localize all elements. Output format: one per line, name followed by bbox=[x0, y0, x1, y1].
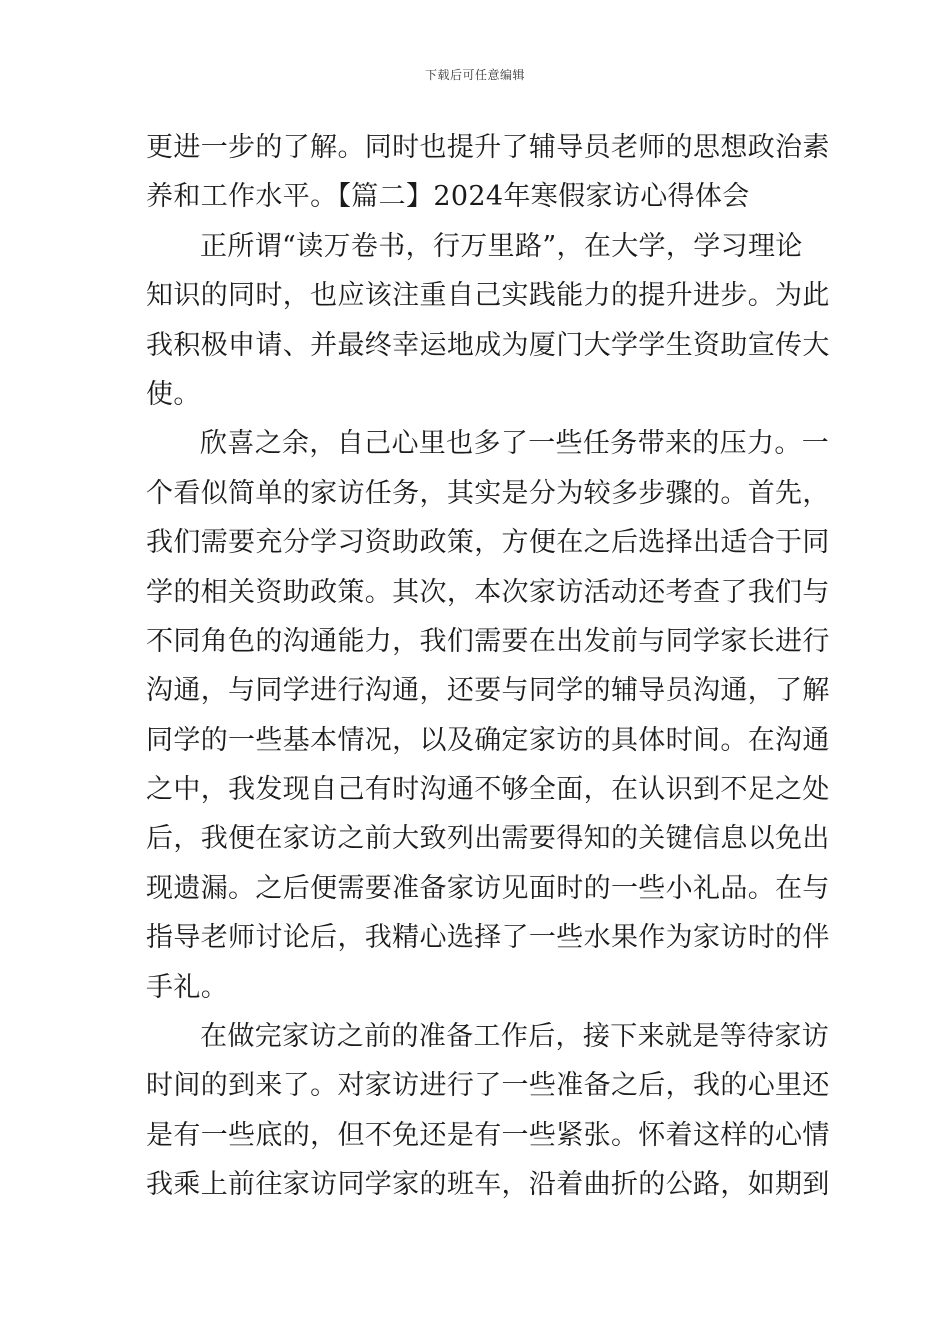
paragraph-first-line: 正所谓“读万卷书，行万里路”，在大学，学习理论 bbox=[200, 230, 803, 262]
text-line: 个看似简单的家访任务，其实是分为较多步骤的。首先， bbox=[146, 477, 830, 509]
text-line: 使。 bbox=[146, 378, 201, 410]
text-line: 是有一些底的，但不免还是有一些紧张。怀着这样的心情 bbox=[146, 1119, 830, 1151]
paragraph-first-line: 在做完家访之前的准备工作后，接下来就是等待家访 bbox=[200, 1021, 830, 1053]
text-line: 手礼。 bbox=[146, 971, 229, 1003]
text-line: 知识的同时，也应该注重自己实践能力的提升进步。为此 bbox=[146, 280, 830, 312]
text-line: 同学的一些基本情况，以及确定家访的具体时间。在沟通 bbox=[146, 724, 830, 756]
text-line: 我们需要充分学习资助政策，方便在之后选择出适合于同 bbox=[146, 527, 830, 559]
document-body bbox=[146, 123, 830, 1210]
text-line: 我乘上前往家访同学家的班车，沿着曲折的公路，如期到 bbox=[146, 1169, 830, 1201]
text-line: 指导老师讨论后，我精心选择了一些水果作为家访时的伴 bbox=[146, 922, 830, 954]
text-line: 沟通，与同学进行沟通，还要与同学的辅导员沟通，了解 bbox=[146, 675, 830, 707]
text-line: 不同角色的沟通能力，我们需要在出发前与同学家长进行 bbox=[146, 625, 830, 657]
text-line: 我积极申请、并最终幸运地成为厦门大学学生资助宣传大 bbox=[146, 329, 830, 361]
text-line: 现遗漏。之后便需要准备家访见面时的一些小礼品。在与 bbox=[146, 872, 830, 904]
text-line: 学的相关资助政策。其次，本次家访活动还考查了我们与 bbox=[146, 576, 830, 608]
page-header: 下载后可任意编辑 bbox=[424, 68, 525, 82]
paragraph-first-line: 欣喜之余，自己心里也多了一些任务带来的压力。一 bbox=[200, 428, 830, 460]
text-line: 时间的到来了。对家访进行了一些准备之后，我的心里还 bbox=[146, 1070, 830, 1102]
text-line: 之中，我发现自己有时沟通不够全面，在认识到不足之处 bbox=[146, 774, 830, 806]
text-line: 更进一步的了解。同时也提升了辅导员老师的思想政治素 bbox=[146, 132, 830, 163]
text-line: 后，我便在家访之前大致列出需要得知的关键信息以免出 bbox=[146, 823, 830, 855]
text-line: 养和工作水平。【篇二】2024年寒假家访心得体会 bbox=[146, 181, 750, 213]
